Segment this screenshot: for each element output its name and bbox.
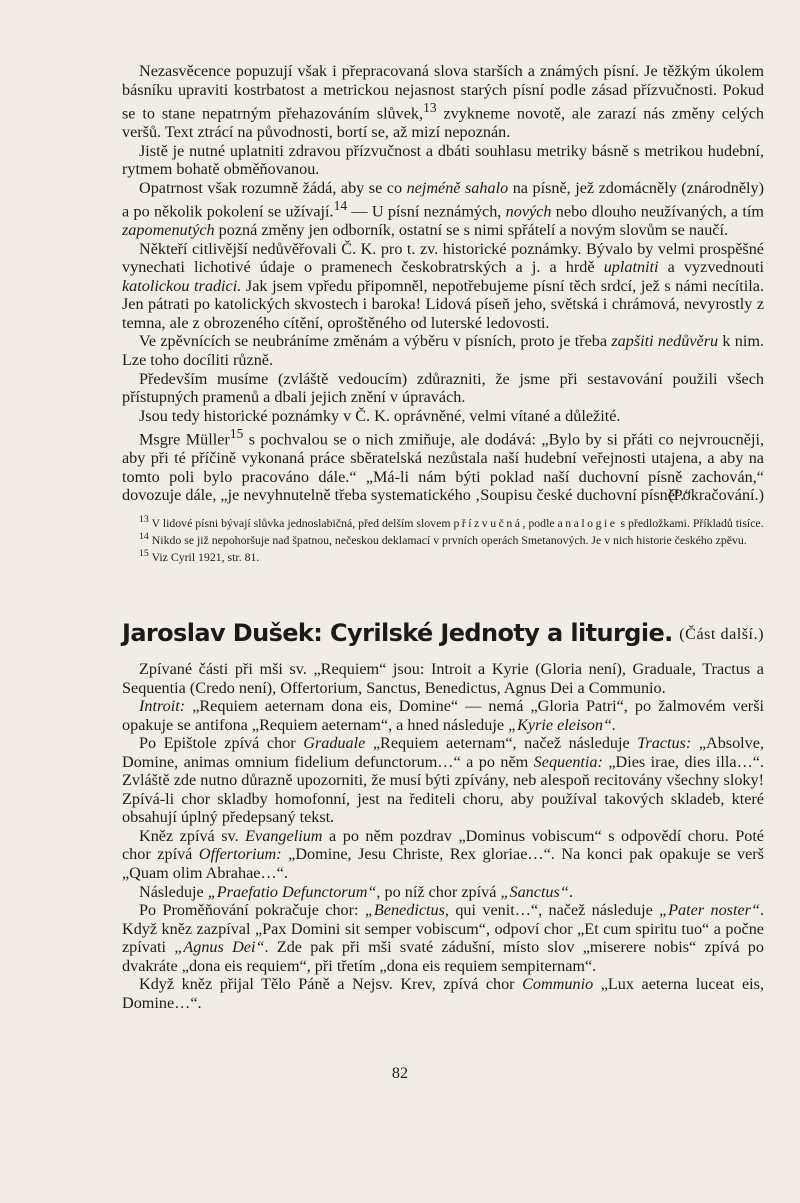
paragraph: Jistě je nutné uplatniti zdravou přízvučnost a dbáti souhlasu metriky básně s metrikou hudební, rytmem bohatě obměňovanou. [122, 141, 764, 179]
paragraph: Nezasvěcence popuzují však i přepracovaná slova starších a známých písní. Je těžkým úkolem básníku upraviti kostrbatost a metrickou nejasnost starých písní podle zásad přízvučnosti. Pokud se to stane nepatrným přehazováním slůvek,$^{13}$ zvykneme novotě, ale zarazí nás změny celých veršů. Text ztrácí na původnosti, bortí se, až mizí nepoznán. [122, 62, 764, 142]
paragraph: Po Epištole zpívá chor Graduale „Requiem aeternam“, načež následuje Tractus: „Absolve, Domine, animas omnium fidelium defunctorum…“ a po něm Sequentia: „Dies irae, dies illa…“. Zvláště zde nutno důrazně upozorniti, že musí býti zpívány, neb alespoň recitovány všechny sloky! Zpívá-li chor skladby homofonní, jest na řediteli choru, aby používal takových skladeb, které obsahují úplný předepsaný tekst. [122, 734, 765, 827]
continued-note: (Pokračování.) [668, 486, 764, 505]
section-1 [122, 62, 764, 565]
paragraph: Zpívané části při mši sv. „Requiem“ jsou: Introit a Kyrie (Gloria není), Graduale, Tractus a Sequentia (Credo není), Offertorium, Sanctus, Benedictus, Agnus Dei a Communio. [122, 660, 764, 697]
paragraph: Po Proměňování pokračuje chor: „Benedictus, qui venit…“, načež následuje „Pater noster“. Když kněz zazpíval „Pax Domini sit semper vobiscum“, odpoví chor „Et cum spiritu tuo“ a počne zpívati „Agnus Dei“. Zde pak při mši svaté zádušní, místo slov „miserere nobis“ zpívá po dvakráte „dona eis requiem“, při třetím „dona eis requiem sempiternam“. [122, 901, 764, 975]
paragraph: Introit: „Requiem aeternam dona eis, Domine“ — nemá „Gloria Patri“, po žalmovém verši opakuje se antifona „Requiem aeternam“, a hned následuje „Kyrie eleison“. [122, 697, 764, 734]
footnote: $^{13}$ V lidové písni bývají slůvka jednoslabičná, před delším slovem přízvučná, podle analogie s předložkami. Příkladů tisíce. [139, 513, 764, 530]
paragraph: Následuje „Praefatio Defunctorum“, po níž chor zpívá „Sanctus“. [139, 882, 573, 901]
section-2 [122, 660, 764, 1012]
article-heading [122, 619, 764, 655]
article-title: Jaroslav Dušek: Cyrilské Jednoty a liturgie. [122, 619, 673, 647]
footnote-ref: 14 [333, 198, 348, 214]
paragraph: Opatrnost však rozumně žádá, aby se co nejméně sahalo na písně, jež zdomácněly (znárodněly) a po několik pokolení se užívají.$^{14}$ — U písní neznámých, nových nebo dlouho neužívaných, a tím zapomenutých pozná změny jen odborník, ostatní se s nimi spřátelí a novým slovům se naučí. [122, 178, 764, 240]
article-subtitle: (Část další.) [679, 625, 764, 643]
page-number: 82 [391, 1064, 409, 1082]
footnote-ref: 13 [423, 100, 437, 116]
paragraph: Když kněz přijal Tělo Páně a Nejsv. Krev, zpívá chor Communio „Lux aeterna luceat eis, Domine…“. [122, 975, 764, 1012]
footnote: $^{15}$ Viz Cyril 1921, str. 81. [139, 548, 260, 565]
footnote-ref: 15 [229, 426, 244, 442]
paragraph: Msgre Müller$^{15}$ s pochvalou se o nich zmiňuje, ale dodává: „Bylo by si přáti co nejvroucněji, aby při té příčině vykonaná práce sběratelská nezůstala naší hudební veřejnosti utajena, a aby na tomto poli bylo pracováno dále.“ „Má-li nám býti poklad naší duchovní písně zachován,“ dovozuje dále, „je nevyhnutelně třeba systematického ‚Soupisu české duchovní písně‘.“ [122, 426, 764, 505]
paragraph: Především musíme (zvláště vedoucím) zdůrazniti, že jsme při sestavování použili všech přístupných pramenů a dbali jejich znění v úpravách. [122, 369, 764, 407]
paragraph: Někteří citlivější nedůvěřovali Č. K. pro t. zv. historické poznámky. Bývalo by velmi prospěšné vynechati lichotivé údaje o pramenech českobratrských a j. a hrdě uplatniti a vyzvednouti katolickou tradici. Jak jsem vpředu připomněl, nepotřebujeme písní těch srdcí, jež s námi necítila. Jen pátrati po katolických skvostech i baroka! Lidová píseň jeho, světská i chrámová, nevyrostly z temna, ale z obrozeného cítění, oproštěného od luterské ledovosti. [122, 239, 764, 332]
footnote: $^{14}$ Nikdo se již nepohoršuje nad špatnou, nečeskou deklamací v prvních operách Smetanových. Je v nich historie českého zpěvu. [139, 531, 747, 547]
paragraph: Jsou tedy historické poznámky v Č. K. oprávněné, velmi vítané a důležité. [139, 406, 621, 425]
paragraph: Ve zpěvnících se neubráníme změnám a výběru v písních, proto je třeba zapšiti nedůvěru k nim. Lze toho docíliti různě. [122, 332, 764, 369]
paragraph: Kněz zpívá sv. Evangelium a po něm pozdrav „Dominus vobiscum“ s odpovědí choru. Poté chor zpívá Offertorium: „Domine, Jesu Christe, Rex gloriae…“. Na konci pak opakuje se verš „Quam olim Abrahae…“. [122, 826, 764, 883]
footnotes [122, 513, 764, 565]
